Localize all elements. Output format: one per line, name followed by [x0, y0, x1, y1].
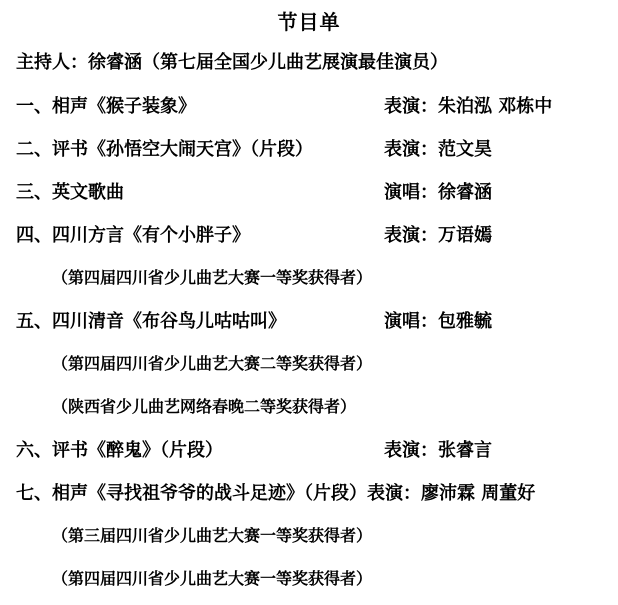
performer-item-3: 演唱：徐睿涵 [384, 182, 492, 203]
performer-item-6: 表演：张睿言 [384, 440, 492, 461]
program-item-3: 三、英文歌曲 [16, 182, 124, 203]
program-item-1: 一、相声《猴子装象》 [16, 96, 196, 117]
award-note-item-7a: （第三届四川省少儿曲艺大赛一等奖获得者） [52, 526, 373, 545]
award-note-item-5b: （陕西省少儿曲艺网络春晚二等奖获得者） [52, 397, 357, 416]
award-note-item-5a: （第四届四川省少儿曲艺大赛二等奖获得者） [52, 354, 373, 373]
program-item-5: 五、四川清音《布谷鸟儿咕咕叫》 [16, 311, 286, 332]
program-item-6: 六、评书《醉鬼》（片段） [16, 440, 223, 461]
performer-item-2: 表演：范文昊 [384, 139, 492, 160]
host-line: 主持人：徐睿涵（第七届全国少儿曲艺展演最佳演员） [16, 52, 448, 73]
performer-item-1: 表演：朱泊泓 邓栋中 [384, 96, 553, 117]
performer-item-5: 演唱：包雅毓 [384, 311, 492, 332]
program-item-7: 七、相声《寻找祖爷爷的战斗足迹》（片段）表演：廖沛霖 周董好 [16, 483, 536, 504]
performer-item-4: 表演：万语嫣 [384, 225, 492, 246]
award-note-item-4: （第四届四川省少儿曲艺大赛一等奖获得者） [52, 268, 373, 287]
award-note-item-7b: （第四届四川省少儿曲艺大赛一等奖获得者） [52, 569, 373, 588]
program-item-2: 二、评书《孙悟空大闹天宫》（片段） [16, 139, 313, 160]
program-item-4: 四、四川方言《有个小胖子》 [16, 225, 250, 246]
page-title: 节目单 [277, 10, 341, 34]
